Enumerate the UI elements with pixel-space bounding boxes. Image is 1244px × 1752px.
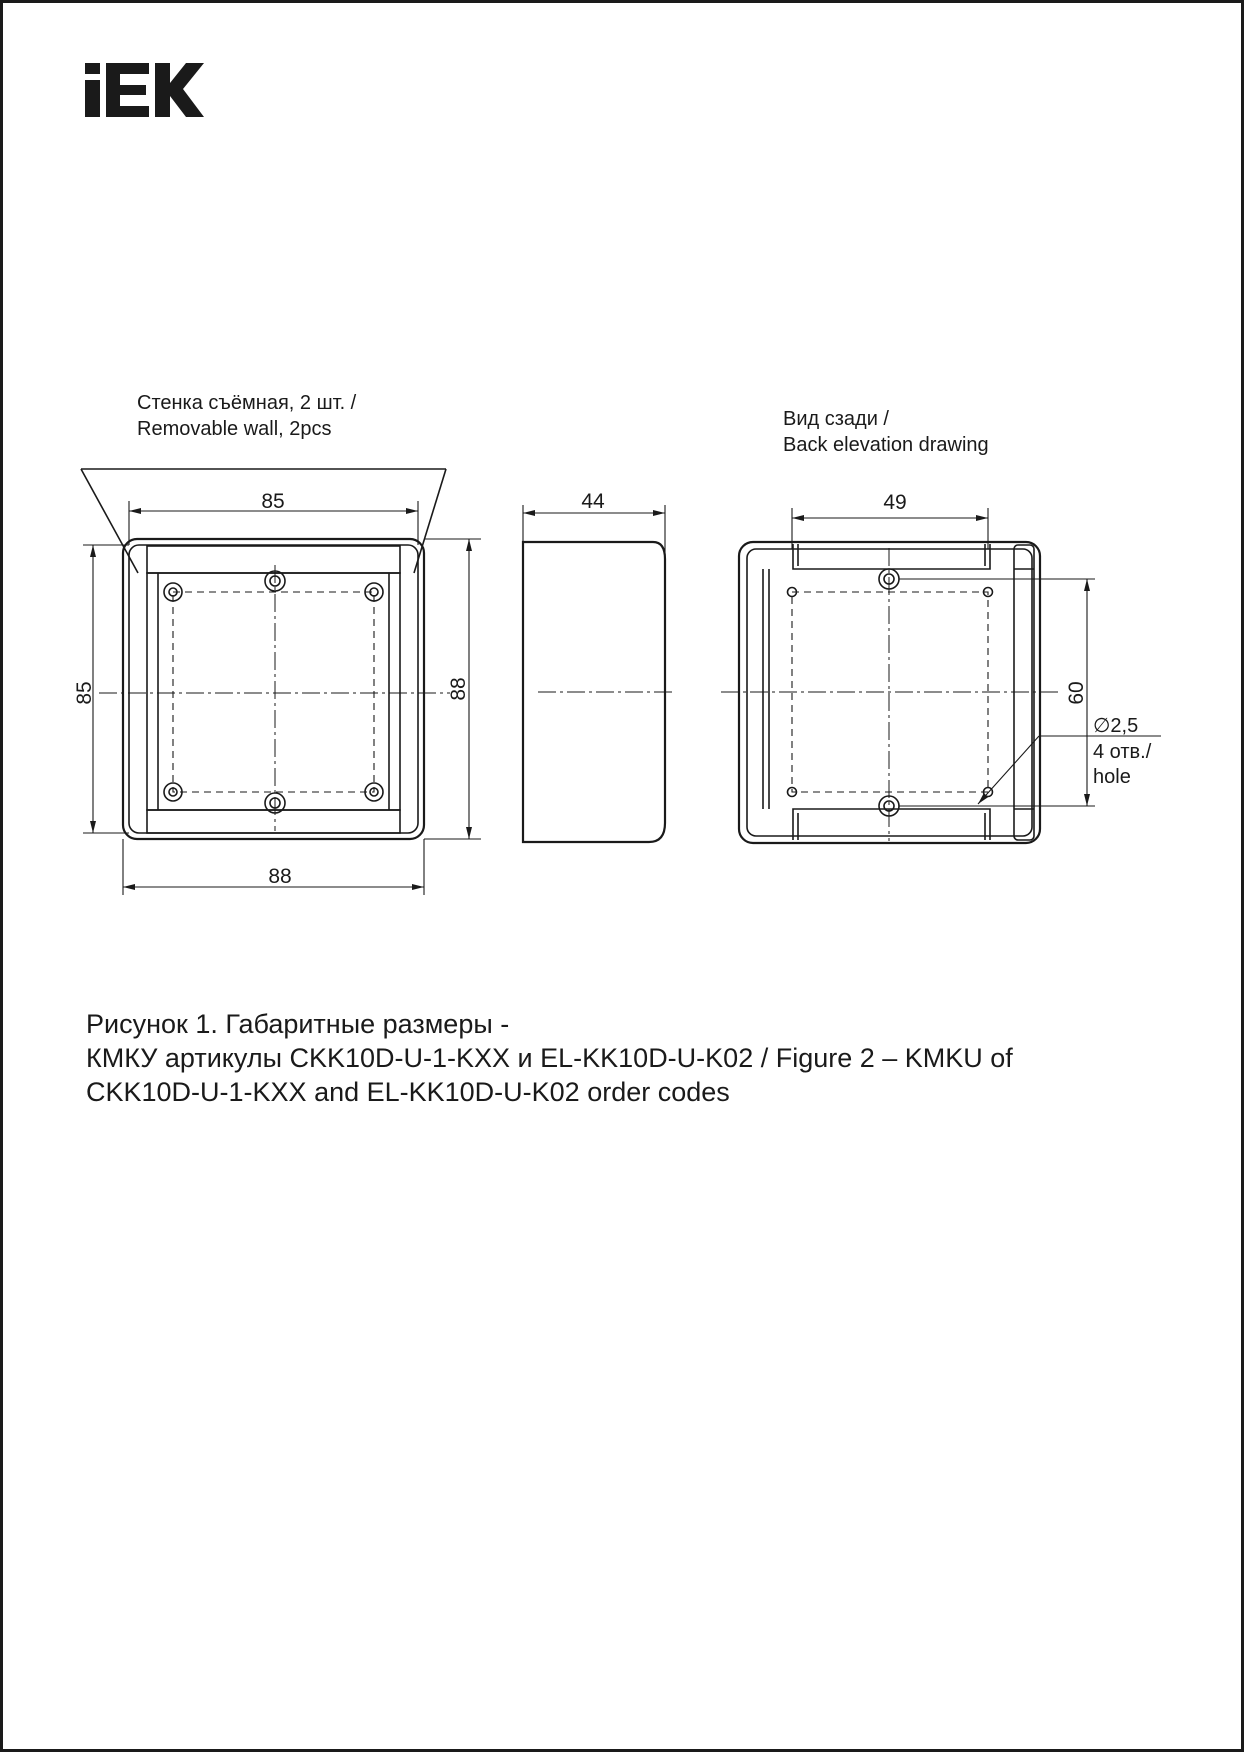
front-view (73, 392, 481, 895)
dim-width-outer: 88 (268, 865, 292, 888)
technical-drawing (3, 3, 1241, 1749)
back-view-title-ru: Вид сзади / (783, 408, 889, 430)
box-cavity (147, 573, 400, 810)
hole-diameter-label: ∅2,5 (1093, 715, 1139, 737)
caption-line: Рисунок 1. Габаритные размеры - (86, 1009, 510, 1039)
iek-logo (85, 63, 204, 117)
hole-pattern (173, 592, 374, 792)
back-view-title-en: Back elevation drawing (783, 434, 989, 456)
back-view (721, 408, 1161, 843)
dim-depth: 44 (581, 490, 605, 513)
side-view (523, 490, 675, 842)
hole-count-label: 4 отв./ (1093, 741, 1152, 763)
removable-wall-note-en: Removable wall, 2pcs (137, 418, 332, 440)
removable-wall-top (147, 546, 400, 573)
dim-width-inner: 85 (261, 490, 285, 513)
dim-hole-spacing-h: 49 (883, 491, 907, 514)
dim-height-inner: 85 (73, 681, 96, 705)
caption-line: КМКУ артикулы CKK10D-U-1-KXX и EL-KK10D-U-K02 / Figure 2 – KMKU of (86, 1043, 1013, 1073)
dim-height-outer: 88 (447, 677, 470, 701)
hole-count-label-en: hole (1093, 766, 1131, 788)
dim-hole-spacing-v: 60 (1065, 681, 1088, 705)
figure-caption (86, 1007, 1186, 1109)
leader-line (978, 736, 1039, 804)
removable-wall-note-ru: Стенка съёмная, 2 шт. / (137, 392, 357, 414)
caption-line: CKK10D-U-1-KXX and EL-KK10D-U-K02 order codes (86, 1077, 730, 1107)
